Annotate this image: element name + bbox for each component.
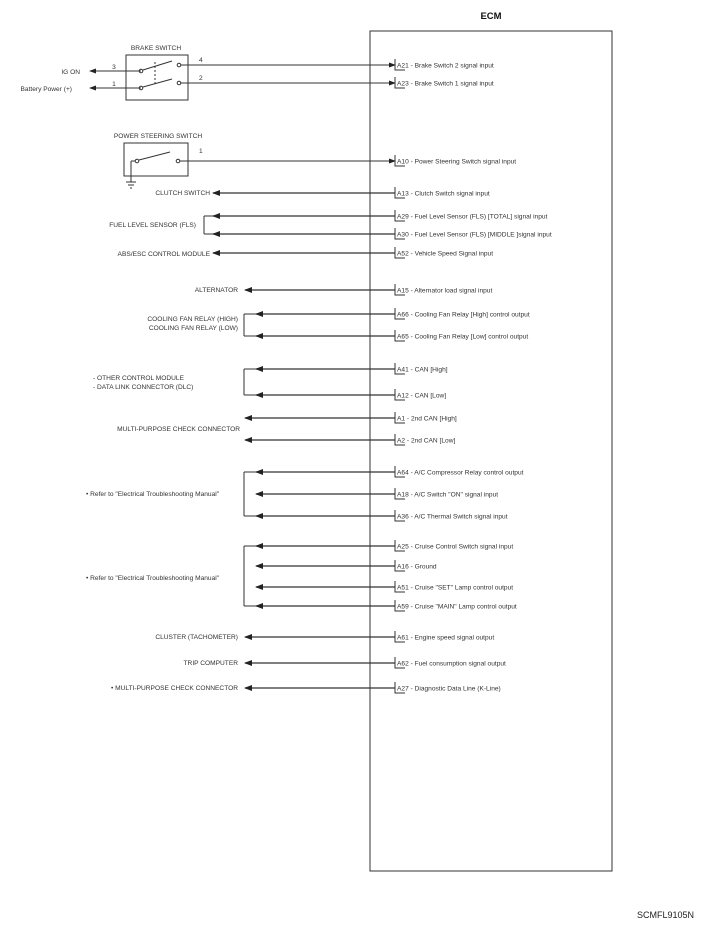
trip-computer-label: TRIP COMPUTER bbox=[183, 660, 238, 667]
figure-id: SCMFL9105N bbox=[636, 910, 694, 920]
can-bracket bbox=[244, 369, 256, 395]
pin-code: A12 bbox=[397, 392, 409, 400]
pin-description: - Brake Switch 2 signal input bbox=[408, 62, 494, 70]
pin-code: A52 bbox=[397, 250, 409, 258]
pin-description: - Diagnostic Data Line (K-Line) bbox=[408, 685, 501, 693]
ac-bracket bbox=[244, 472, 256, 516]
refer-label-cruise: • Refer to "Electrical Troubleshooting Manual" bbox=[86, 575, 220, 582]
pin-description: - Cooling Fan Relay [High] control output bbox=[408, 311, 530, 319]
alternator-label: ALTERNATOR bbox=[194, 287, 238, 294]
ecm-pin-label bbox=[397, 63, 494, 70]
pin-description: - Vehicle Speed Signal input bbox=[408, 250, 494, 258]
ecm-pin-label bbox=[397, 191, 490, 198]
signal-wires bbox=[213, 193, 395, 688]
ecm-pin-label bbox=[397, 585, 513, 592]
pin-description: - CAN [High] bbox=[408, 366, 448, 374]
ecm-box bbox=[370, 31, 612, 871]
pin-description: - Fuel Level Sensor (FLS) [MIDDLE ]signal input bbox=[408, 231, 552, 239]
ecm-pin-label bbox=[397, 661, 506, 668]
clutch-switch-label: CLUTCH SWITCH bbox=[155, 190, 210, 197]
pin-description: - A/C Switch "ON" signal input bbox=[408, 491, 499, 499]
fuel-level-sensor-label: FUEL LEVEL SENSOR (FLS) bbox=[109, 222, 196, 229]
pin-description: - 2nd CAN [Low] bbox=[405, 437, 456, 445]
pin-code: A23 bbox=[397, 80, 409, 88]
ig-on-label: IG ON bbox=[61, 69, 80, 76]
fan-low-label: COOLING FAN RELAY (LOW) bbox=[148, 325, 238, 332]
pin-code: A41 bbox=[397, 366, 409, 374]
ecm-pin-label bbox=[397, 492, 498, 499]
pin-description: - CAN [Low] bbox=[408, 392, 447, 400]
pin-description: - Engine speed signal output bbox=[408, 634, 495, 642]
brake-pin4: 4 bbox=[199, 57, 203, 64]
pin-description: - Power Steering Switch signal input bbox=[408, 158, 517, 166]
pin-code: A61 bbox=[397, 634, 409, 642]
pin-code: A36 bbox=[397, 513, 409, 521]
ecm-pin-label bbox=[397, 393, 446, 400]
ecm-pin-label bbox=[397, 635, 494, 642]
pin-code: A30 bbox=[397, 231, 409, 239]
abs-module-label: ABS/ESC CONTROL MODULE bbox=[117, 251, 210, 258]
pin-code: A29 bbox=[397, 213, 409, 221]
ecm-pin-label bbox=[397, 438, 455, 445]
ecm-pin-label bbox=[397, 214, 548, 221]
ecm-pin-label bbox=[397, 604, 517, 611]
brake-pin1: 1 bbox=[112, 81, 116, 88]
pin-description: - 2nd CAN [High] bbox=[405, 415, 457, 423]
ecm-title: ECM bbox=[480, 11, 502, 22]
pin-code: A51 bbox=[397, 584, 409, 592]
ecm-pin-label bbox=[397, 312, 530, 319]
pin-description: - Cooling Fan Relay [Low] control output bbox=[408, 333, 529, 341]
pin-code: A13 bbox=[397, 190, 409, 198]
ecm-pin-label bbox=[397, 288, 492, 295]
ecm-pin-label bbox=[397, 334, 528, 341]
pin-description: - Fuel Level Sensor (FLS) [TOTAL] signal input bbox=[408, 213, 548, 221]
refer-label-ac: • Refer to "Electrical Troubleshooting Manual" bbox=[86, 491, 220, 498]
pin-code: A59 bbox=[397, 603, 409, 611]
pin-description: - Ground bbox=[408, 563, 437, 571]
pin-description: - Cruise Control Switch signal input bbox=[408, 543, 514, 551]
brake-pin2: 2 bbox=[199, 75, 203, 82]
pin-code: A64 bbox=[397, 469, 409, 477]
ecm-pin-label bbox=[397, 514, 508, 521]
pin-code: A10 bbox=[397, 158, 409, 166]
pin-description: - A/C Compressor Relay control output bbox=[408, 469, 524, 477]
mpcc2-label: • MULTI-PURPOSE CHECK CONNECTOR bbox=[111, 685, 238, 692]
fuel-bracket bbox=[204, 216, 213, 234]
dlc-label: - DATA LINK CONNECTOR (DLC) bbox=[93, 384, 194, 391]
ecm-pin-label bbox=[397, 544, 513, 551]
pin-code: A15 bbox=[397, 287, 409, 295]
brake-switch-box bbox=[126, 55, 188, 100]
cruise-bracket bbox=[244, 546, 256, 606]
pin-description: - A/C Thermal Switch signal input bbox=[408, 513, 508, 521]
fan-bracket bbox=[244, 314, 256, 336]
brake-pin3: 3 bbox=[112, 64, 116, 71]
fan-high-label: COOLING FAN RELAY (HIGH) bbox=[147, 316, 238, 323]
pin-description: - Brake Switch 1 signal input bbox=[408, 80, 494, 88]
pin-description: - Cruise "SET" Lamp control output bbox=[408, 584, 514, 592]
cluster-label: CLUSTER (TACHOMETER) bbox=[155, 634, 238, 641]
pin-description: - Alternator load signal input bbox=[408, 287, 493, 295]
mpcc-label: MULTI-PURPOSE CHECK CONNECTOR bbox=[117, 426, 240, 433]
pin-code: A18 bbox=[397, 491, 409, 499]
ecm-pin-label bbox=[397, 686, 501, 693]
pin-code: A1 bbox=[397, 415, 406, 423]
pin-code: A27 bbox=[397, 685, 409, 693]
pin-code: A2 bbox=[397, 437, 406, 445]
brake-switch-title: BRAKE SWITCH bbox=[130, 45, 182, 52]
pin-description: - Fuel consumption signal output bbox=[408, 660, 506, 668]
ecm-pin-label bbox=[397, 416, 457, 423]
pin-description: - Clutch Switch signal input bbox=[408, 190, 490, 198]
ecm-pin-label bbox=[397, 367, 448, 374]
ecm-pin-label bbox=[397, 81, 494, 88]
pin-code: A25 bbox=[397, 543, 409, 551]
ecm-pin-label bbox=[397, 159, 516, 166]
ground-icon bbox=[126, 182, 136, 188]
power-steering-pin1: 1 bbox=[199, 148, 203, 155]
other-module-label: - OTHER CONTROL MODULE bbox=[93, 375, 184, 382]
pin-code: A62 bbox=[397, 660, 409, 668]
ecm-pin-label bbox=[397, 564, 437, 571]
pin-code: A66 bbox=[397, 311, 409, 319]
ecm-pin-label bbox=[397, 251, 493, 258]
battery-label: Battery Power (+) bbox=[20, 86, 72, 93]
pin-description: - Cruise "MAIN" Lamp control output bbox=[408, 603, 517, 611]
pin-code: A16 bbox=[397, 563, 409, 571]
ecm-pin-label bbox=[397, 470, 524, 477]
pin-code: A65 bbox=[397, 333, 409, 341]
ecm-pin-label bbox=[397, 232, 552, 239]
pin-code: A21 bbox=[397, 62, 409, 70]
power-steering-title: POWER STEERING SWITCH bbox=[113, 133, 203, 140]
